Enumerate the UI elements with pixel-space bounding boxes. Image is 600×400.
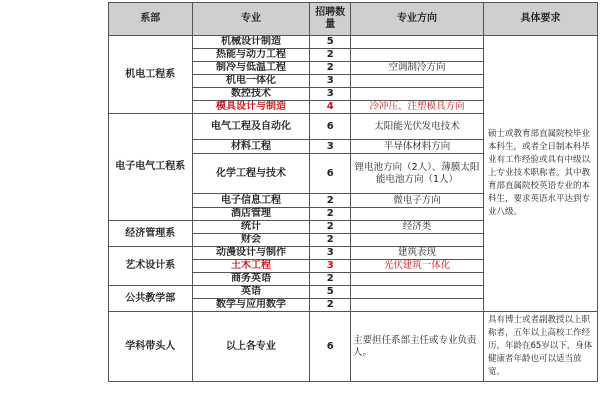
- major-cell: 制冷与低温工程: [192, 62, 310, 75]
- direction-cell: [350, 234, 483, 247]
- direction-cell: [350, 88, 483, 101]
- major-cell: 财会: [192, 234, 310, 247]
- dept-label: 经济管理系: [125, 227, 176, 239]
- direction-cell-highlight: 光伏建筑一体化: [350, 260, 483, 273]
- dept-label: 公共教学部: [125, 292, 176, 304]
- count-cell: 2: [310, 221, 351, 234]
- count-cell-highlight: 4: [310, 101, 351, 114]
- dept-cell-dianzi: [109, 114, 193, 221]
- major-cell: 电子信息工程: [192, 194, 310, 208]
- header-direction: 专业方向: [350, 3, 483, 36]
- direction-cell: [350, 286, 483, 299]
- major-cell: 机电一体化: [192, 75, 310, 88]
- count-cell: 3: [310, 75, 351, 88]
- direction-cell: 空调制冷方向: [350, 62, 483, 75]
- major-cell: 酒店管理: [192, 208, 310, 221]
- direction-cell: 主要担任系部主任或专业负责人。: [350, 312, 483, 382]
- dept-label: 艺术设计系: [125, 260, 176, 271]
- direction-cell: 半导体材料方向: [350, 140, 483, 154]
- direction-cell: 经济类: [350, 221, 483, 234]
- count-cell: 2: [310, 62, 351, 75]
- dept-cell-leader: [109, 312, 193, 382]
- table-row-leader: [109, 312, 598, 382]
- count-cell: 3: [310, 140, 351, 154]
- direction-cell: [350, 208, 483, 221]
- direction-cell: 建筑表现: [350, 247, 483, 260]
- dept-cell-gonggong: [109, 286, 193, 312]
- dept-cell-jingji: [109, 221, 193, 247]
- direction-cell: [350, 36, 483, 49]
- direction-cell-highlight: 冷冲压、注塑模具方向: [350, 101, 483, 114]
- direction-cell: [350, 75, 483, 88]
- major-cell: 数学与应用数学: [192, 299, 310, 312]
- major-cell: 商务英语: [192, 273, 310, 286]
- count-cell-highlight: 3: [310, 260, 351, 273]
- table-row: [109, 36, 598, 49]
- direction-cell: 太阳能光伏发电技术: [350, 114, 483, 140]
- direction-cell: [350, 49, 483, 62]
- header-requirement: 具体要求: [483, 3, 597, 36]
- count-cell: 2: [310, 49, 351, 62]
- major-cell: 化学工程与技术: [192, 154, 310, 194]
- major-cell: 机械设计制造: [192, 36, 310, 49]
- header-dept: 系部: [109, 3, 193, 36]
- major-cell: 材料工程: [192, 140, 310, 154]
- direction-cell: 微电子方向: [350, 194, 483, 208]
- major-cell-highlight: 土木工程: [192, 260, 310, 273]
- count-cell: 2: [310, 208, 351, 221]
- major-cell: 热能与动力工程: [192, 49, 310, 62]
- count-cell: 3: [310, 88, 351, 101]
- major-cell: 英语: [192, 286, 310, 299]
- direction-cell: 锂电池方向（2人）、薄膜太阳能电池方向（1人）: [350, 154, 483, 194]
- dept-cell-jidian: [109, 36, 193, 114]
- count-cell: 5: [310, 286, 351, 299]
- dept-label: 学科带头人: [125, 340, 176, 352]
- count-cell: 2: [310, 194, 351, 208]
- dept-label: 电子电气工程系: [115, 161, 186, 172]
- direction-cell: [350, 273, 483, 286]
- major-cell: 动漫设计与制作: [192, 247, 310, 260]
- header-count: 招聘数量: [310, 3, 351, 36]
- count-cell: 2: [310, 273, 351, 286]
- major-cell: 统计: [192, 221, 310, 234]
- requirement-cell-leader: 具有博士或者副教授以上职称者，五年以上高校工作经历，年龄在65岁以下，身体健康者年龄也可以适当放宽。: [483, 312, 597, 382]
- major-cell: 以上各专业: [192, 312, 310, 382]
- major-cell-highlight: 模具设计与制造: [192, 101, 310, 114]
- count-cell: 2: [310, 234, 351, 247]
- count-cell: 6: [310, 114, 351, 140]
- header-row: [109, 3, 598, 36]
- count-cell: 3: [310, 247, 351, 260]
- recruitment-table: [108, 2, 598, 382]
- count-cell: 2: [310, 299, 351, 312]
- count-cell: 6: [310, 154, 351, 194]
- dept-cell-yishu: [109, 247, 193, 286]
- major-cell: 数控技术: [192, 88, 310, 101]
- count-cell: 5: [310, 36, 351, 49]
- requirement-cell-main: 硕士或教育部直属院校毕业本科生，或者全日制本科毕业有工作经验或具有中级以上专业技术职称者。其中教育部直属院校英语专业的本科生，要求英语水平达到专业八级。: [483, 36, 597, 312]
- dept-label: 机电工程系: [125, 68, 176, 80]
- header-major: 专业: [192, 3, 310, 36]
- count-cell: 6: [310, 312, 351, 382]
- major-cell: 电气工程及自动化: [192, 114, 310, 140]
- direction-cell: [350, 299, 483, 312]
